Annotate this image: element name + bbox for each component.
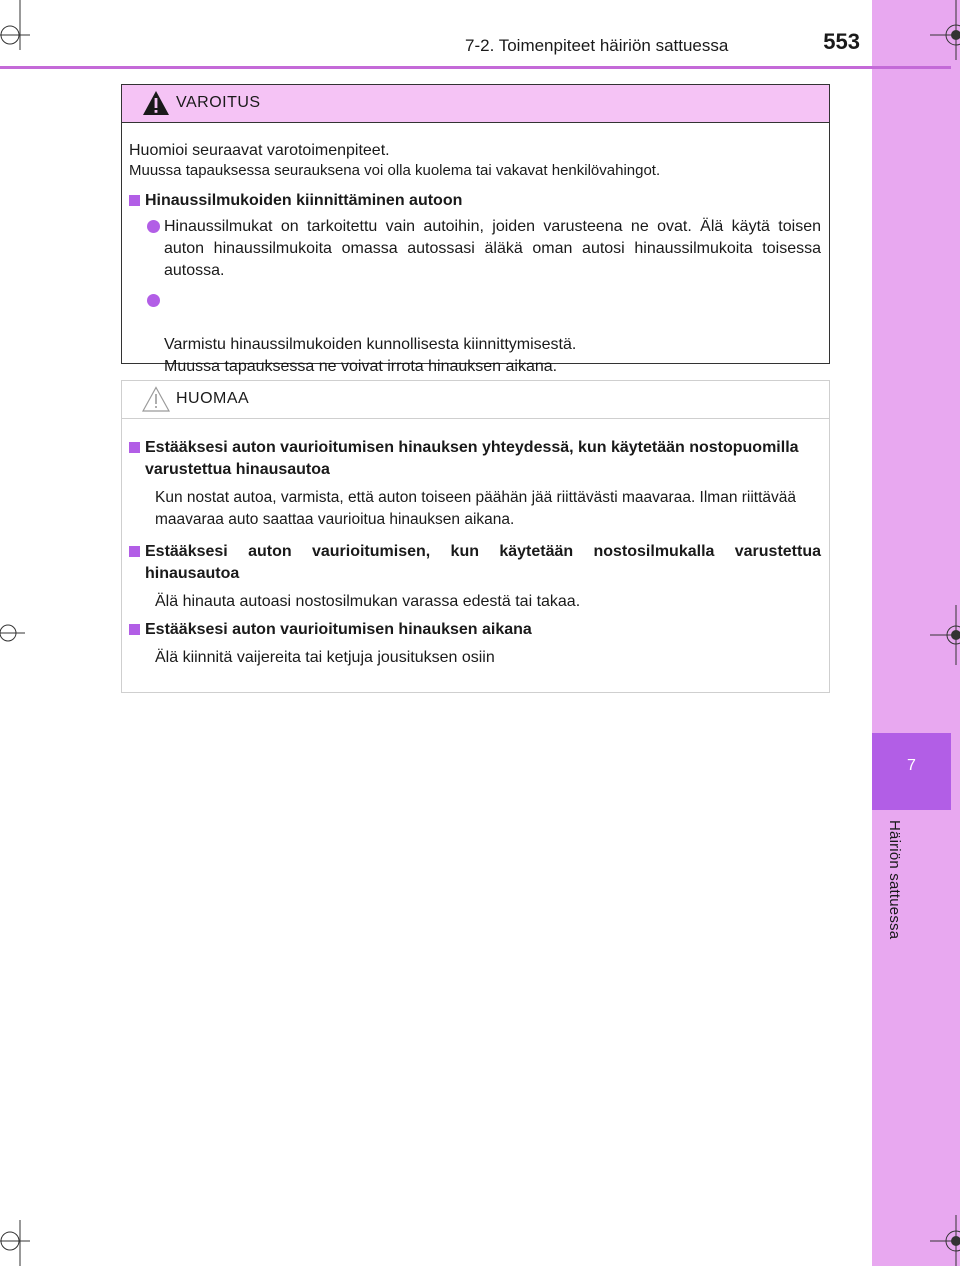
notice-section-text: Älä kiinnitä vaijereita tai ketjuja jousituksen osiin [155,649,495,666]
notice-section-heading [129,619,821,641]
warning-triangle-icon [142,90,170,116]
warning-body [122,123,829,378]
crop-mark-mid-right [930,605,960,665]
warning-intro-line1: Huomioi seuraavat varotoimenpiteet. [129,142,390,159]
crop-mark-bottom-right [920,1205,960,1266]
crop-mark-bottom-left [0,1205,40,1266]
notice-section-heading [129,541,821,585]
notice-body [122,419,829,669]
round-bullet-icon [147,294,160,307]
page-number: 553 [823,29,860,54]
chapter-tab[interactable] [872,733,951,810]
notice-section-heading [129,437,821,481]
notice-section-title: Estääksesi auton vaurioitumisen, kun käytetään nostosilmukalla varustettua hinausautoa [145,543,821,582]
square-bullet-icon [129,546,140,557]
crop-mark-mid-left [0,610,30,660]
warning-intro-line2: Muussa tapauksessa seurauksena voi olla kuolema tai vakavat henkilövahingot. [129,162,661,179]
crop-mark-top-right [920,0,960,70]
notice-header [122,381,829,419]
warning-bullet [129,216,821,282]
header-rule [0,66,951,69]
caution-triangle-icon [142,386,170,412]
warning-bullet [129,290,821,378]
warning-section-title: Hinaussilmukoiden kiinnittäminen autoon [145,192,463,209]
notice-title: HUOMAA [176,390,250,407]
square-bullet-icon [129,624,140,635]
notice-section-title: Estääksesi auton vaurioitumisen hinauksen aikana [145,621,532,638]
warning-bullet-text: Varmistu hinaussilmukoiden kunnollisesta kiinnittymisestä. Muussa tapauksessa ne voivat irrota hinauksen aikana. [164,336,577,375]
square-bullet-icon [129,442,140,453]
warning-box [121,84,830,375]
section-title: 7-2. Toimenpiteet häiriön sattuessa [465,36,729,55]
notice-section-text: Älä hinauta autoasi nostosilmukan varassa edestä tai takaa. [155,593,581,610]
crop-mark-top-left [0,0,40,70]
square-bullet-icon [129,195,140,206]
chapter-number: 7 [907,757,916,774]
warning-section-heading [129,190,821,212]
warning-intro [129,141,821,181]
warning-bullet-text: Hinaussilmukat on tarkoitettu vain autoihin, joiden varusteena ne ovat. Älä käytä toisen auton hinaussilmukoita omassa autossasi äläkä oman autosi hinaussilmukoita toisessa autossa. [164,218,821,279]
notice-section-text: Kun nostat autoa, varmista, että auton toiseen päähän jää riittävästi maavaraa. Ilman riittävää maavaraa auto saattaa vaurioitua hinauksen aikana. [155,489,797,528]
round-bullet-icon [147,220,160,233]
warning-header [122,85,829,123]
notice-section-title: Estääksesi auton vaurioitumisen hinauksen yhteydessä, kun käytetään nostopuomilla varustettua hinausautoa [145,439,799,478]
notice-box [121,380,830,693]
warning-title: VAROITUS [176,94,261,111]
chapter-label: Häiriön sattuessa [886,820,903,940]
